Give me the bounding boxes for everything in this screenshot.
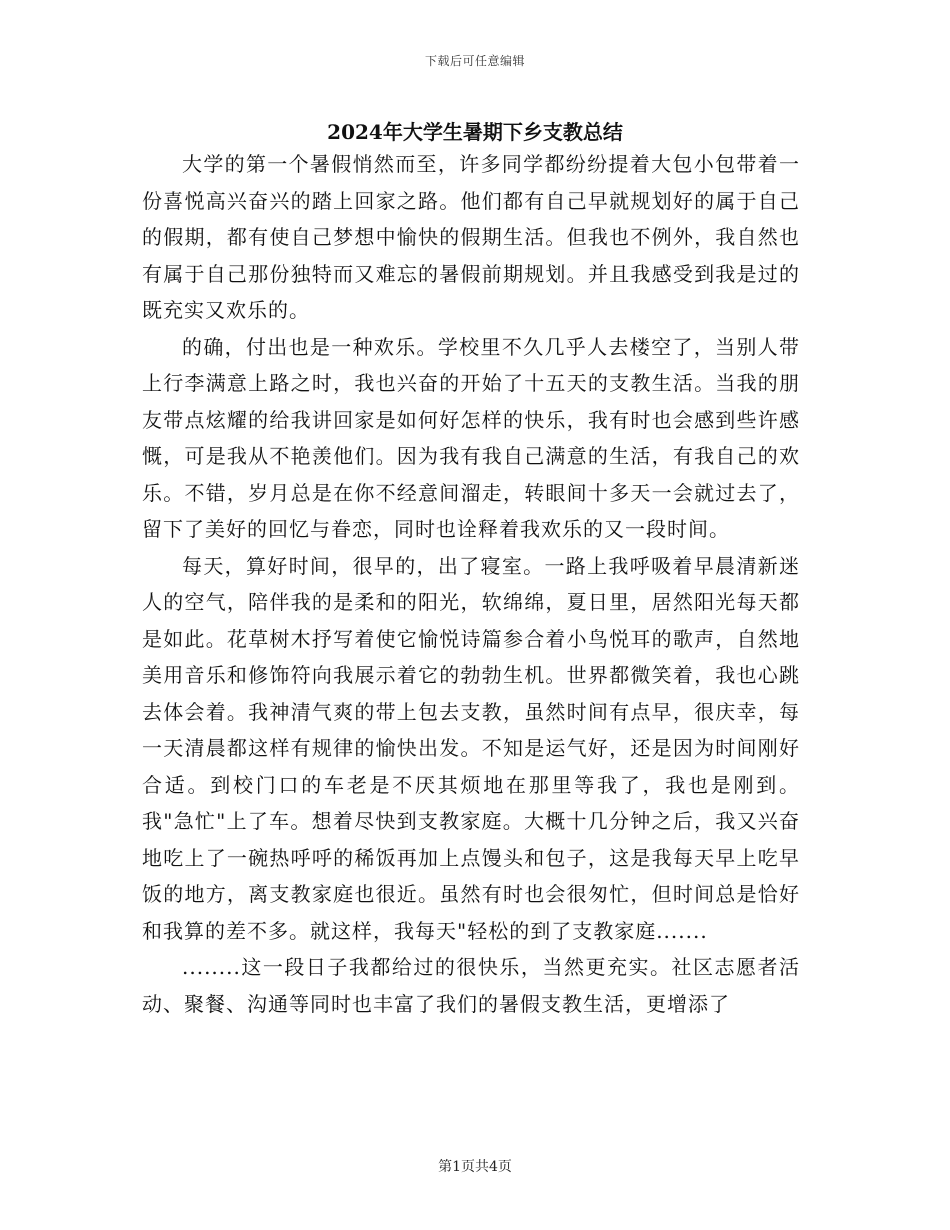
paragraph-1: 大学的第一个暑假悄然而至，许多同学都纷纷提着大包小包带着一份喜悦高兴奋兴的踏上回家之路。他们都有自己早就规划好的属于自己的假期，都有使自己梦想中愉快的假期生活。但我也不例外，我自然也有属于自己那份独特而又难忘的暑假前期规划。并且我感受到我是过的既充实又欢乐的。 [142,152,800,322]
document-body [142,146,800,1022]
page-number-footer: 第1页共4页 [438,1159,512,1175]
paragraph-4: ........这一段日子我都给过的很快乐，当然更充实。社区志愿者活动、聚餐、沟通等同时也丰富了我们的暑假支教生活，更增添了 [142,955,800,1016]
paragraph-3: 每天，算好时间，很早的，出了寝室。一路上我呼吸着早晨清新迷人的空气，陪伴我的是柔和的阳光，软绵绵，夏日里，居然阳光每天都是如此。花草树木抒写着使它愉悦诗篇参合着小鸟悦耳的歌声，自然地美用音乐和修饰符向我展示着它的勃勃生机。世界都微笑着，我也心跳去体会着。我神清气爽的带上包去支教，虽然时间有点早，很庆幸，每一天清晨都这样有规律的愉快出发。不知是运气好，还是因为时间刚好合适。到校门口的车老是不厌其烦地在那里等我了，我也是刚到。我"急忙"上了车。想着尽快到支教家庭。大概十几分钟之后，我又兴奋地吃上了一碗热呼呼的稀饭再加上点馒头和包子，这是我每天早上吃早饭的地方，离支教家庭也很近。虽然有时也会很匆忙，但时间总是恰好和我算的差不多。就这样，我每天"轻松的到了支教家庭....... [142,553,800,943]
paragraph-2: 的确，付出也是一种欢乐。学校里不久几乎人去楼空了，当别人带上行李满意上路之时，我也兴奋的开始了十五天的支教生活。当我的朋友带点炫耀的给我讲回家是如何好怎样的快乐，我有时也会感到些许感慨，可是我从不艳羡他们。因为我有我自己满意的生活，有我自己的欢乐。不错，岁月总是在你不经意间溜走，转眼间十多天一会就过去了，留下了美好的回忆与眷恋，同时也诠释着我欢乐的又一段时间。 [142,334,800,541]
page-header-note: 下载后可任意编辑 [424,54,525,68]
document-title: 2024年大学生暑期下乡支教总结 [327,120,623,144]
